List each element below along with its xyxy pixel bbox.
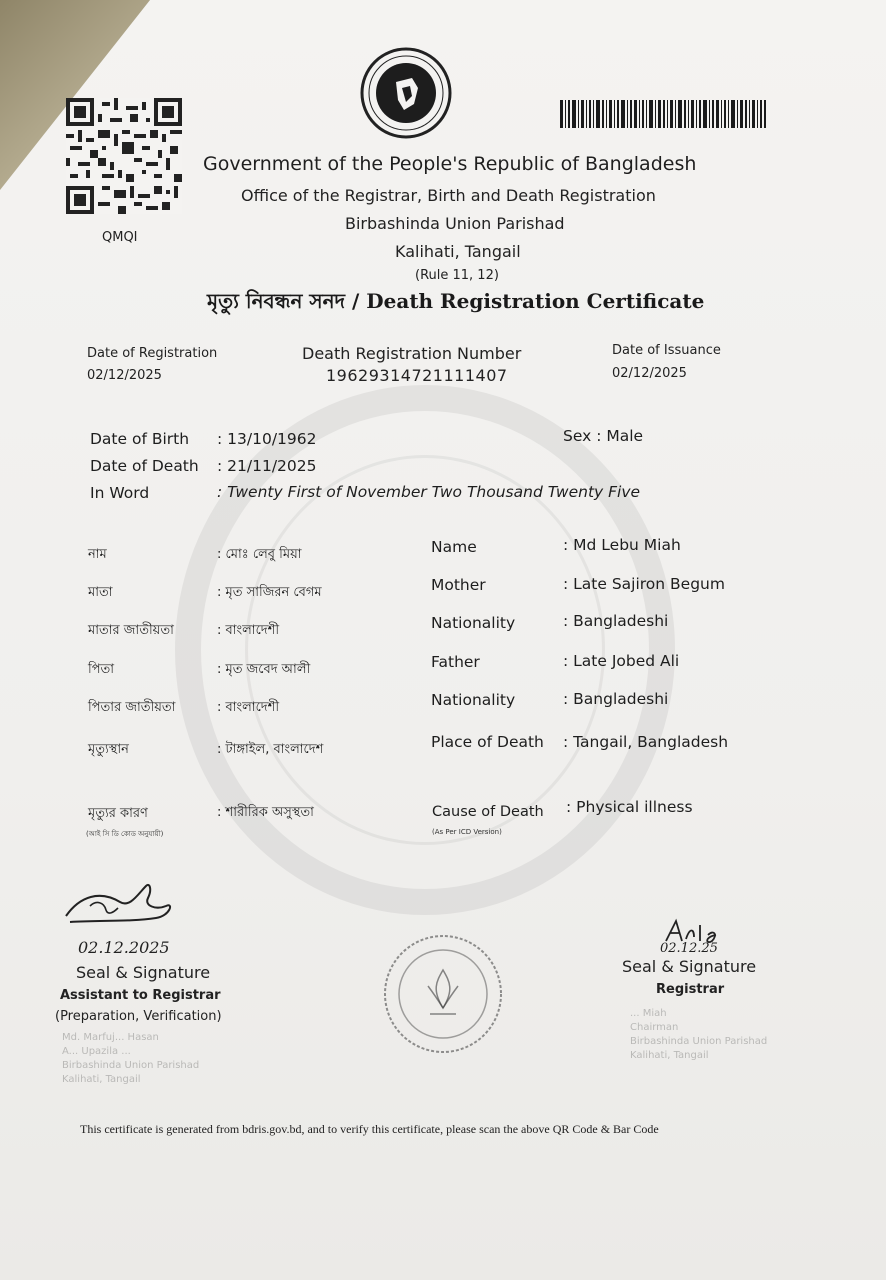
in-word-value: : Twenty First of November Two Thousand Twenty Five [217, 483, 641, 501]
assistant-role-sub: (Preparation, Verification) [55, 1009, 222, 1024]
registration-number-label: Death Registration Number [302, 344, 522, 363]
registration-date-label: Date of Registration [87, 346, 218, 361]
registration-number: 19629314721111407 [326, 366, 508, 385]
location: Kalihati, Tangail [395, 242, 521, 261]
father-value: : Late Jobed Ali [563, 652, 680, 670]
name-value: : Md Lebu Miah [563, 536, 681, 554]
qr-code-icon [66, 97, 182, 215]
bn-father-nationality-value: : বাংলাদেশী [217, 700, 280, 715]
qr-caption: QMQI [102, 230, 138, 245]
government-emblem-icon [360, 44, 452, 142]
barcode-icon [560, 100, 766, 128]
bn-name-value: : মোঃ লেবু মিয়া [217, 547, 302, 562]
watermark-seal-inner [245, 455, 605, 845]
office-name: Office of the Registrar, Birth and Death Registration [241, 186, 656, 205]
assistant-stamp-line: Birbashinda Union Parishad [62, 1060, 200, 1071]
bn-place-of-death-label: মৃত্যুস্থান [88, 742, 129, 757]
assistant-stamp-line: A... Upazila ... [62, 1046, 131, 1057]
assistant-stamp-line: Kalihati, Tangail [62, 1074, 141, 1085]
bn-name-label: নাম [88, 547, 107, 562]
cause-label: Cause of Death [432, 804, 544, 820]
bn-mother-nationality-value: : বাংলাদেশী [217, 623, 280, 638]
government-title: Government of the People's Republic of Bangladesh [203, 153, 697, 175]
bn-father-label: পিতা [88, 662, 115, 677]
issuance-date-label: Date of Issuance [612, 343, 721, 358]
bn-father-nationality-label: পিতার জাতীয়তা [88, 700, 176, 715]
dod-label: Date of Death [90, 457, 199, 475]
union-name: Birbashinda Union Parishad [345, 214, 565, 233]
bn-father-value: : মৃত জবেদ আলী [217, 662, 311, 677]
sex-value: Sex : Male [563, 427, 644, 445]
father-nationality-label: Nationality [431, 691, 516, 709]
union-seal-icon [382, 930, 504, 1058]
bn-place-of-death-value: : টাঙ্গাইল, বাংলাদেশ [217, 742, 324, 757]
registrar-stamp-line: ... Miah [630, 1008, 667, 1019]
mother-nationality-label: Nationality [431, 614, 516, 632]
registrar-stamp-line: Birbashinda Union Parishad [630, 1036, 768, 1047]
bn-cause-note: (আই সি ডি কোড অনুযায়ী) [86, 830, 164, 838]
registration-date: 02/12/2025 [87, 368, 162, 383]
mother-nationality-value: : Bangladeshi [563, 612, 669, 630]
issuance-date: 02/12/2025 [612, 366, 687, 381]
assistant-role: Assistant to Registrar [60, 988, 221, 1003]
place-of-death-value: : Tangail, Bangladesh [563, 733, 729, 751]
place-of-death-label: Place of Death [431, 733, 544, 751]
assistant-signature-icon [60, 876, 178, 928]
cause-value: : Physical illness [566, 798, 693, 816]
name-label: Name [431, 538, 477, 556]
bn-mother-label: মাতা [88, 585, 113, 600]
bn-mother-value: : মৃত সাজিরন বেগম [217, 585, 322, 600]
bn-cause-label: মৃত্যুর কারণ [88, 806, 148, 821]
father-nationality-value: : Bangladeshi [563, 690, 669, 708]
registrar-stamp-line: Kalihati, Tangail [630, 1050, 709, 1061]
registrar-role: Registrar [656, 982, 725, 997]
mother-value: : Late Sajiron Begum [563, 575, 725, 593]
in-word-label: In Word [90, 484, 150, 502]
dob-value: : 13/10/1962 [217, 430, 317, 448]
bn-cause-value: : শারীরিক অসুস্থতা [217, 805, 314, 820]
footer-note: This certificate is generated from bdris.gov.bd, and to verify this certificate, please scan the above QR Code & Bar Code [80, 1122, 659, 1136]
registrar-seal-label: Seal & Signature [622, 957, 757, 976]
registrar-sign-date: 02.12.25 [660, 941, 718, 956]
dob-label: Date of Birth [90, 430, 190, 448]
assistant-stamp-line: Md. Marfuj... Hasan [62, 1032, 159, 1043]
registrar-stamp-line: Chairman [630, 1022, 679, 1033]
assistant-seal-label: Seal & Signature [76, 963, 211, 982]
bn-mother-nationality-label: মাতার জাতীয়তা [88, 623, 174, 638]
cause-note: (As Per ICD Version) [432, 828, 502, 836]
rule-reference: (Rule 11, 12) [415, 268, 499, 283]
assistant-sign-date: 02.12.2025 [78, 938, 170, 957]
dod-value: : 21/11/2025 [217, 457, 317, 475]
father-label: Father [431, 653, 480, 671]
mother-label: Mother [431, 576, 486, 594]
certificate-title: মৃত্যু নিবন্ধন সনদ / Death Registration Certificate [207, 289, 705, 313]
